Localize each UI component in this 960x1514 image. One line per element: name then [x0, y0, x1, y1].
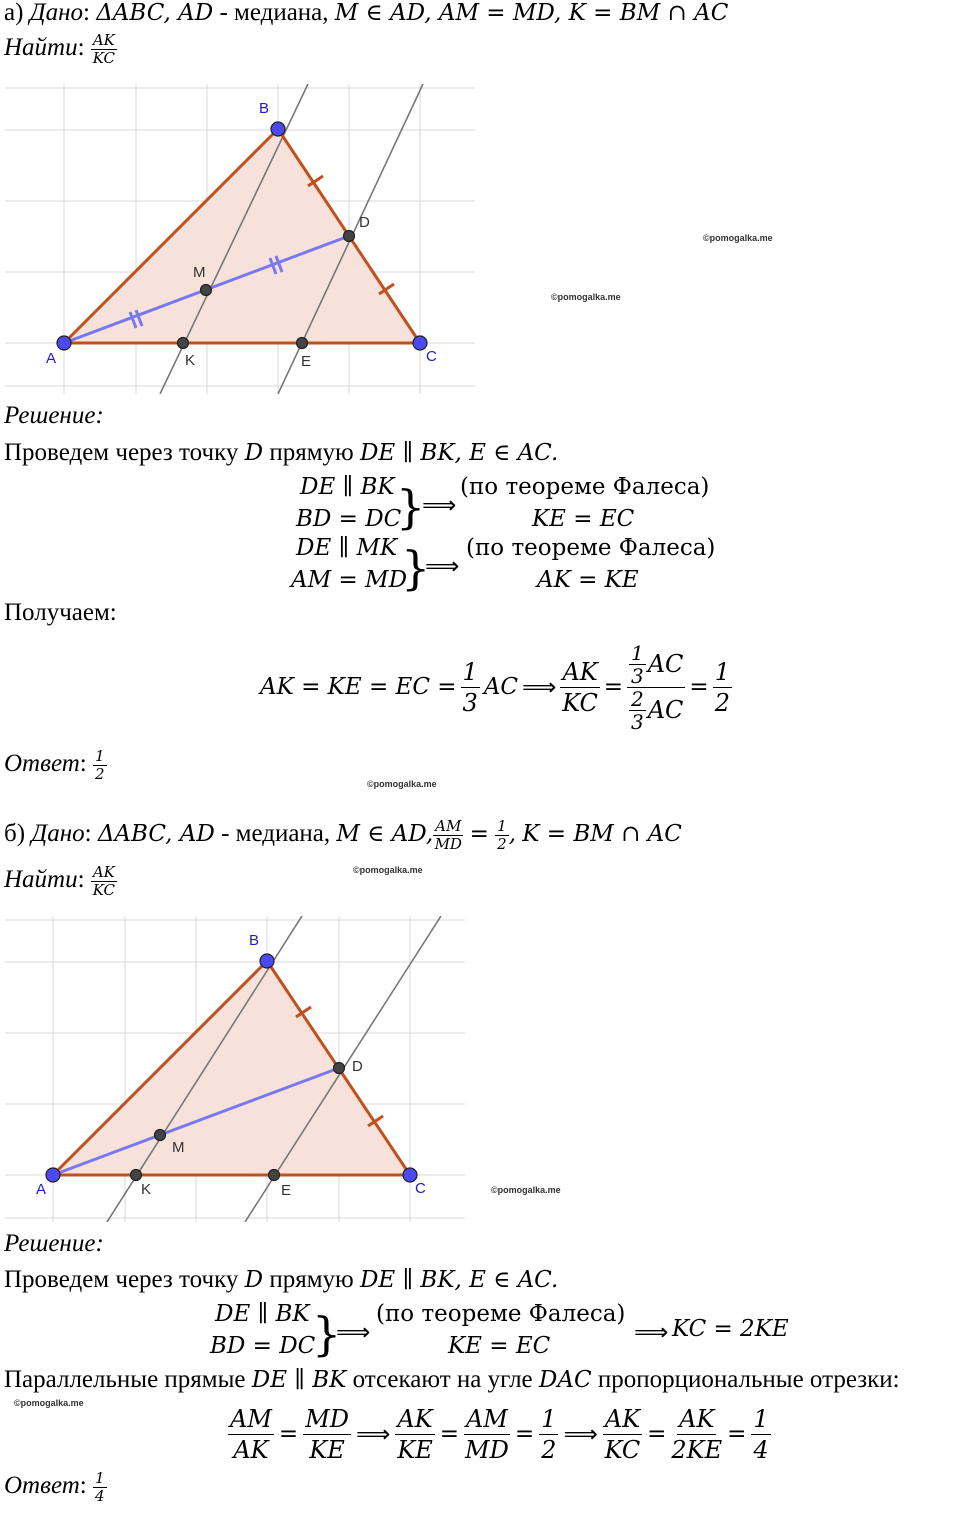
label-k: K — [141, 1181, 152, 1198]
implies-arrow: ⟹ — [356, 1420, 391, 1448]
point-d — [334, 1063, 345, 1074]
implies-arrow: ⟹ — [336, 1318, 371, 1346]
label-d: D — [352, 1058, 363, 1075]
point-a — [46, 1168, 60, 1182]
step1-a: Проведем через точку D прямую DE ∥ BK, E ∈ AC. — [4, 439, 559, 466]
step1-b: Проведем через точку D прямую DE ∥ BK, E ∈ AC. — [4, 1266, 559, 1293]
label-a: A — [36, 1181, 47, 1198]
given-line-b: б) Дано: ΔABC, AD - медиана, M ∈ AD, $\frac{AM}{MD}$ = $\frac{1}{2}$ , K = BM ∩ AC — [4, 817, 682, 853]
point-c — [413, 336, 427, 350]
label-a: A — [46, 350, 57, 367]
label-k: K — [185, 352, 196, 369]
point-b — [271, 122, 285, 136]
point-m — [201, 285, 212, 296]
watermark: ©pomogalka.me — [491, 1185, 561, 1195]
label-m: M — [172, 1139, 185, 1156]
solution-heading-b: Решение: — [4, 1230, 104, 1257]
find-fraction: $\frac{AK}{KC}$ — [92, 31, 115, 67]
watermark: ©pomogalka.me — [703, 233, 773, 243]
label-d: D — [359, 214, 370, 231]
point-e — [269, 1170, 280, 1181]
watermark: ©pomogalka.me — [367, 779, 437, 789]
watermark: ©pomogalka.me — [551, 292, 621, 302]
label-c: C — [426, 348, 437, 365]
point-d — [344, 231, 355, 242]
implies-arrow: ⟹ — [425, 552, 460, 580]
label-b: B — [249, 932, 260, 949]
label-b: B — [259, 100, 270, 117]
watermark: ©pomogalka.me — [353, 865, 423, 875]
point-a — [57, 336, 71, 350]
find-line-b: Найти: $\frac{AK}{KC}$ — [4, 863, 115, 899]
point-b — [260, 954, 274, 968]
brace: } — [396, 480, 426, 534]
answer-a: Ответ: $\frac{1}{2}$ — [4, 747, 105, 783]
implies-arrow: ⟹ — [522, 673, 557, 701]
label-e: E — [281, 1182, 292, 1199]
solution-heading-a: Решение: — [4, 402, 104, 429]
compound-fraction: $\frac{1}{3}$ AC $\frac{2}{3}$ AC — [627, 642, 685, 733]
brace: } — [401, 541, 431, 595]
find-fraction: $\frac{AK}{KC}$ — [92, 863, 115, 899]
label-c: C — [415, 1180, 426, 1197]
figure-b — [5, 916, 465, 1222]
implies-arrow: ⟹ — [563, 1420, 598, 1448]
get-label-a: Получаем: — [4, 599, 117, 626]
find-line-a: Найти: $\frac{AK}{KC}$ — [4, 31, 115, 67]
implies-arrow: ⟹ — [634, 1318, 669, 1346]
parallel-line-b: Параллельные прямые DE ∥ BK отсекают на угле DAC пропорциональные отрезки: — [4, 1366, 900, 1393]
label-e: E — [301, 353, 312, 370]
final-equation-a: AK = KE = EC = $\frac{1}{3}$ AC ⟹ $\frac{AK}{KC}$ = $\frac{1}{3}$ AC $\frac{2}{3}$ AC = $\frac{1}{2}$ — [260, 640, 730, 734]
implies-arrow: ⟹ — [422, 491, 457, 519]
given-line-a: а) Дано: ΔABC, AD - медиана, M ∈ AD, AM = MD, K = BM ∩ AC — [4, 0, 729, 26]
figure-a — [5, 84, 475, 394]
triangle-fill — [64, 129, 420, 343]
brace: } — [312, 1307, 342, 1361]
label-m: M — [193, 264, 206, 281]
point-e — [297, 338, 308, 349]
answer-b: Ответ: $\frac{1}{4}$ — [4, 1469, 105, 1505]
point-k — [131, 1170, 142, 1181]
watermark: ©pomogalka.me — [14, 1398, 84, 1408]
point-m — [155, 1130, 166, 1141]
proportion-chain-b: $\frac{AM}{AK}$ = $\frac{MD}{KE}$ ⟹ $\frac{AK}{KE}$ = $\frac{AM}{MD}$ = $\frac{1}{2}$ ⟹ $\frac{AK}{KC}$ = $\frac{AK}{2KE}$ = $\frac{1}{4}$ — [230, 1404, 769, 1464]
point-k — [178, 338, 189, 349]
